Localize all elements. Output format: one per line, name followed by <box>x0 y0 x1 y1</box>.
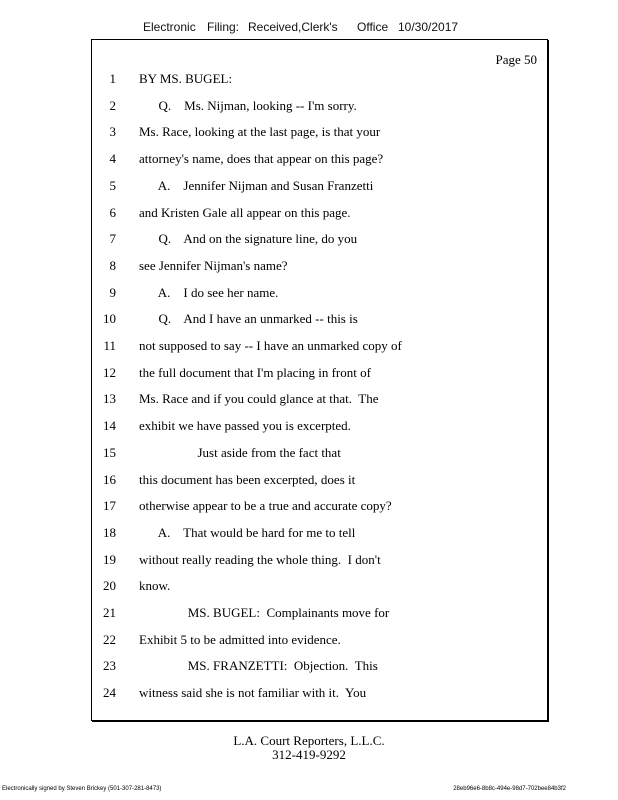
footer-company: L.A. Court Reporters, L.L.C. <box>233 733 385 748</box>
line-text: MS. BUGEL: Complainants move for <box>139 605 390 620</box>
line-text: and Kristen Gale all appear on this page. <box>139 204 351 220</box>
transcript-line <box>92 176 547 196</box>
transcript-line <box>92 656 547 676</box>
line-number: 8 <box>109 257 116 273</box>
line-text: see Jennifer Nijman's name? <box>139 257 288 273</box>
line-text: attorney's name, does that appear on this page? <box>139 151 384 167</box>
line-number: 23 <box>103 658 116 674</box>
transcript-page <box>91 39 548 721</box>
line-text: the full document that I'm placing in front of <box>139 364 371 380</box>
transcript-line <box>92 550 547 570</box>
transcript-line <box>92 389 547 409</box>
transcript-line <box>92 603 547 623</box>
line-text: exhibit we have passed you is excerpted. <box>139 418 351 434</box>
line-number: 13 <box>103 391 116 407</box>
transcript-line <box>92 283 547 303</box>
transcript-line <box>92 122 547 142</box>
transcript-line <box>92 363 547 383</box>
line-text: otherwise appear to be a true and accurate copy? <box>139 498 392 514</box>
line-number: 16 <box>103 471 116 487</box>
header-received: Received,Clerk's <box>248 20 338 34</box>
line-number: 20 <box>103 578 116 594</box>
line-number: 11 <box>103 338 116 353</box>
line-number: 14 <box>103 418 116 434</box>
line-text: A. I do see her name. <box>139 284 279 300</box>
line-number: 24 <box>103 685 116 701</box>
line-text: BY MS. BUGEL: <box>139 71 233 86</box>
line-text: Ms. Race and if you could glance at that. The <box>139 391 379 407</box>
header-date: 10/30/2017 <box>398 20 459 34</box>
line-number: 9 <box>109 284 116 300</box>
line-text: without really reading the whole thing. I don't <box>139 551 381 567</box>
line-text: Q. Ms. Nijman, looking -- I'm sorry. <box>139 97 357 113</box>
line-text: A. Jennifer Nijman and Susan Franzetti <box>139 177 374 193</box>
line-number: 19 <box>103 551 116 567</box>
transcript-line <box>92 229 547 249</box>
signature-left: Electronically signed by Steven Brickey (501-307-281-8473) <box>2 786 162 792</box>
transcript-line <box>92 630 547 650</box>
line-number: 4 <box>109 151 116 167</box>
line-text: MS. FRANZETTI: Objection. This <box>139 658 378 674</box>
line-text: know. <box>139 578 171 594</box>
transcript-line <box>92 69 547 89</box>
line-number: 21 <box>103 605 116 620</box>
transcript-line <box>92 96 547 116</box>
filing-header <box>0 20 618 38</box>
line-text: Exhibit 5 to be admitted into evidence. <box>139 631 341 647</box>
line-text: Q. And I have an unmarked -- this is <box>139 311 358 327</box>
transcript-line <box>92 256 547 276</box>
page-number: Page 50 <box>495 52 537 67</box>
transcript-line <box>92 443 547 463</box>
transcript-line <box>92 309 547 329</box>
line-text: Just aside from the fact that <box>139 444 341 460</box>
line-number: 10 <box>103 311 116 327</box>
line-number: 3 <box>109 124 116 140</box>
header-electronic: Electronic <box>143 20 196 34</box>
line-text: Ms. Race, looking at the last page, is that your <box>139 124 381 140</box>
transcript-line <box>92 149 547 169</box>
transcript-line <box>92 523 547 543</box>
header-filing: Filing: <box>207 20 240 34</box>
header-office: Office <box>357 20 389 34</box>
line-number: 2 <box>109 97 116 113</box>
line-number: 18 <box>103 524 116 540</box>
transcript-line <box>92 336 547 356</box>
signature-hash: 28eb96e6-8b8c-494e-98d7-702bee84b3f2 <box>453 786 566 792</box>
line-text: not supposed to say -- I have an unmarked copy of <box>139 338 402 353</box>
line-number: 1 <box>109 71 116 86</box>
line-text: Q. And on the signature line, do you <box>139 231 358 247</box>
line-number: 15 <box>103 444 116 460</box>
line-text: this document has been excerpted, does it <box>139 471 356 487</box>
line-number: 6 <box>109 204 116 220</box>
transcript-line <box>92 203 547 223</box>
line-number: 12 <box>103 364 116 380</box>
transcript-line <box>92 576 547 596</box>
line-number: 5 <box>109 177 116 193</box>
line-number: 22 <box>103 631 116 647</box>
transcript-line <box>92 496 547 516</box>
line-number: 7 <box>109 231 116 247</box>
transcript-line <box>92 683 547 703</box>
line-text: witness said she is not familiar with it. You <box>139 685 367 701</box>
transcript-line <box>92 416 547 436</box>
footer-phone: 312-419-9292 <box>272 747 346 762</box>
line-text: A. That would be hard for me to tell <box>139 524 356 540</box>
line-number: 17 <box>103 498 116 514</box>
transcript-line <box>92 470 547 490</box>
